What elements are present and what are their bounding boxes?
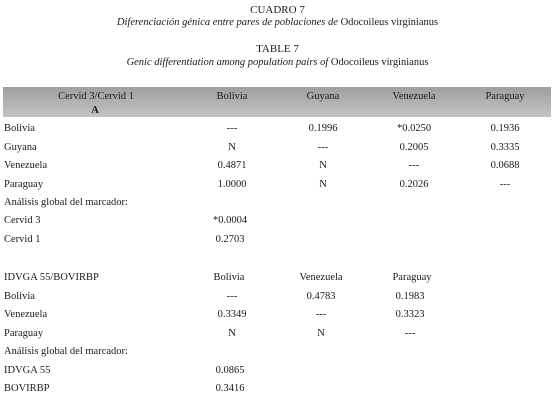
- english-title-text: Genic differentiation among population pairs of: [126, 57, 331, 68]
- row-label: Venezuela: [4, 160, 48, 171]
- section1-col-header: Guyana: [306, 91, 340, 102]
- table-cell: 0.4783: [306, 291, 336, 302]
- section1-col-header: Bolivia: [216, 91, 248, 102]
- global-row-value: 0.0865: [215, 365, 245, 376]
- global-row-label: Cervid 3: [4, 215, 41, 226]
- row-label: Guyana: [4, 142, 37, 153]
- table-cell: 0.3349: [217, 309, 247, 320]
- table-cell: 1.0000: [217, 179, 247, 190]
- global-row-value: *0.0004: [212, 215, 248, 226]
- section1-col-header: Paraguay: [485, 91, 525, 102]
- table-cell: N: [228, 328, 236, 339]
- section2-col-header: Bolivia: [213, 272, 245, 283]
- table-cell: 0.1936: [490, 123, 520, 134]
- table-label: TABLE 7: [256, 43, 299, 55]
- table-cell: N: [228, 142, 236, 153]
- table-cell: 0.2026: [399, 179, 429, 190]
- table-cell: N: [319, 160, 327, 171]
- global-row-label: IDVGA 55: [4, 365, 51, 376]
- table-cell: 0.3335: [490, 142, 520, 153]
- table-cell: ---: [499, 179, 511, 190]
- global-analysis-label: Análisis global del marcador:: [4, 346, 128, 357]
- section2-col-header: Paraguay: [392, 272, 432, 283]
- table-cell: *0.0250: [396, 123, 432, 134]
- table-cell: 0.1996: [308, 123, 338, 134]
- table-cell: N: [319, 179, 327, 190]
- global-row-label: Cervid 1: [4, 234, 41, 245]
- global-row-label: BOVIRBP: [4, 383, 50, 394]
- row-label: Bolivia: [4, 123, 35, 134]
- table-cell: 0.4871: [217, 160, 247, 171]
- global-row-value: 0.2703: [215, 234, 245, 245]
- row-label: Paraguay: [4, 328, 44, 339]
- global-row-value: 0.3416: [215, 383, 245, 394]
- spanish-title: [0, 17, 555, 28]
- table-cell: 0.0688: [490, 160, 520, 171]
- table-cell: 0.2005: [399, 142, 429, 153]
- section1-col-header: Venezuela: [392, 91, 436, 102]
- section1-subhead: A: [91, 105, 99, 116]
- table-cell: 0.3323: [395, 309, 425, 320]
- section2-marker: IDVGA 55/BOVIRBP: [4, 272, 99, 283]
- table-cell: 0.1983: [395, 291, 425, 302]
- table-cell: ---: [408, 160, 420, 171]
- section2-col-header: Venezuela: [299, 272, 343, 283]
- section1-marker: Cervid 3/Cervid 1: [58, 91, 134, 102]
- cuadro-label: CUADRO 7: [250, 4, 305, 16]
- english-title: [0, 57, 555, 68]
- spanish-title-species: Odocoileus virginianus: [340, 17, 439, 28]
- row-label: Bolivia: [4, 291, 35, 302]
- table-cell: ---: [226, 291, 238, 302]
- row-label: Paraguay: [4, 179, 44, 190]
- table-cell: ---: [317, 142, 329, 153]
- spanish-title-text: Diferenciación génica entre pares de poblaciones de: [116, 17, 341, 28]
- table-cell: ---: [226, 123, 238, 134]
- table-cell: N: [317, 328, 325, 339]
- row-label: Venezuela: [4, 309, 48, 320]
- global-analysis-label: Análisis global del marcador:: [4, 197, 128, 208]
- table-cell: ---: [404, 328, 416, 339]
- table-cell: ---: [315, 309, 327, 320]
- section-separator: [3, 254, 551, 266]
- english-title-species: Odocoileus virginianus: [330, 57, 429, 68]
